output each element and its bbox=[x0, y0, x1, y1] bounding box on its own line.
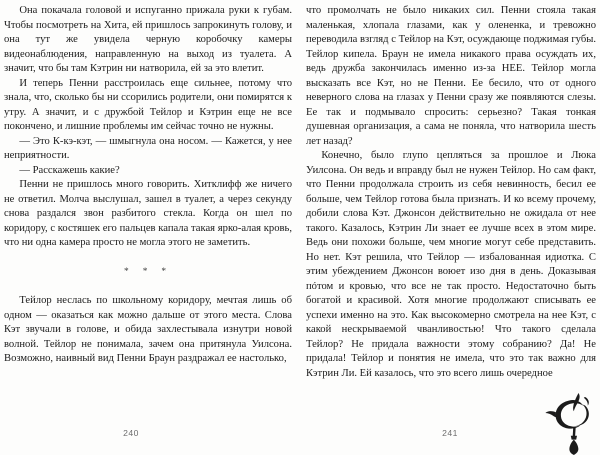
paragraph: Она покачала головой и испуганно прижала руки к губам. Чтобы посмотреть на Хита, ей пришлось запрокинуть голову, и она тут же увидела черную коробочку камеры видеонаблюдения, направленную на выход из туалета. А значит, что бы там Кэтрин ни натворила, ей за это влетит. bbox=[4, 5, 292, 75]
leaf-flourish-ornament bbox=[542, 391, 598, 455]
page-number-right: 241 bbox=[442, 428, 458, 438]
paragraph: что промолчать не было никаких сил. Пенни стояла такая маленькая, хлопала глазами, как у олененка, и тревожно переводила взгляд с Тейлор на Кэт, осуждающе поджимая губы. Тейлор кипела. Браун не имела никакого права осуждать их, ведь дружба закончилась именно из-за НЕЕ. Тейлор могла высказать все Кэт, но не Пенни. Ее бесило, что от одного неверного слова на глазах у Пенни сразу же появляются слезы. Ее так и подмывало спросить: серьезно? Такая тонкая душевная организация, а сама не поняла, что натворила шесть лет назад? bbox=[306, 5, 596, 147]
right-page-textblock bbox=[306, 4, 596, 381]
paragraph: Пенни не пришлось много говорить. Хитклифф же ничего не ответил. Молча выслушал, зашел в туалет, а через секунду снова раздался звон разбитого стекла. Когда он шел по коридору, с костяшек его пальцев капала такая ярко-алая кровь, что ни одна камера просто не могла этого не заметить. bbox=[4, 179, 292, 249]
scene-separator: * * * bbox=[124, 267, 172, 278]
paragraph: Конечно, было глупо цепляться за прошлое и Люка Уилсона. Он ведь и вправду был не нужен Тейлор. Но сам факт, что Пенни продолжала строить из себя невинность, бесил ее больше, чем Тейлор готова была признать. И ко всему прочему, добили слова Кэт. Джонсон действительно не ожидала от нее такого. Казалось, Кэтрин Ли знает ее лучше всех в этом мире. Ведь они похожи больше, чем многие могут себе представить. Но нет. Кэт решила, что Тейлор — избалованная идиотка. С этим убеждением Джонсон воюет изо дня в день. Доказывая пóтом и кровью, что все не так просто. Недостаточно быть богатой и красивой. Хотя многие продолжают списывать ее успехи именно на это. Как высокомерно смотрела на нее Кэт, с какой нескрываемой чванливостью! Что такого сделала Тейлор? Не придала важности этому собранию? Да! Не придала! Тейлор и понятия не имела, что это так важно для Кэтрин Ли. Ей казалось, что это всего лишь очередное bbox=[306, 150, 596, 379]
paragraph-dialogue: — Расскажешь какие? bbox=[19, 164, 120, 176]
right-page bbox=[304, 0, 600, 455]
paragraph: И теперь Пенни расстроилась еще сильнее, потому что знала, что, сколько бы ни ссорились родители, они помирятся к утру. А значит, и с дружбой Тейлор и Кэтрин еще не все покончено, и лишние проблемы им сейчас точно не нужны. bbox=[4, 77, 292, 133]
left-page bbox=[0, 0, 296, 455]
left-page-textblock bbox=[4, 4, 292, 367]
paragraph-dialogue: — Это К-кэ-кэт, — шмыгнула она носом. — Кажется, у нее неприятности. bbox=[4, 135, 292, 162]
paragraph: Тейлор неслась по школьному коридору, мечтая лишь об одном — оказаться как можно дальше от этого места. Слова Кэт звучали в голове, и обида захлестывала изнутри новой волной. Тейлор не понимала, зачем она притянула Уилсона. Возможно, наивный вид Пенни Браун раздражал ее настолько, bbox=[4, 295, 292, 365]
page-number-left: 240 bbox=[123, 428, 139, 438]
